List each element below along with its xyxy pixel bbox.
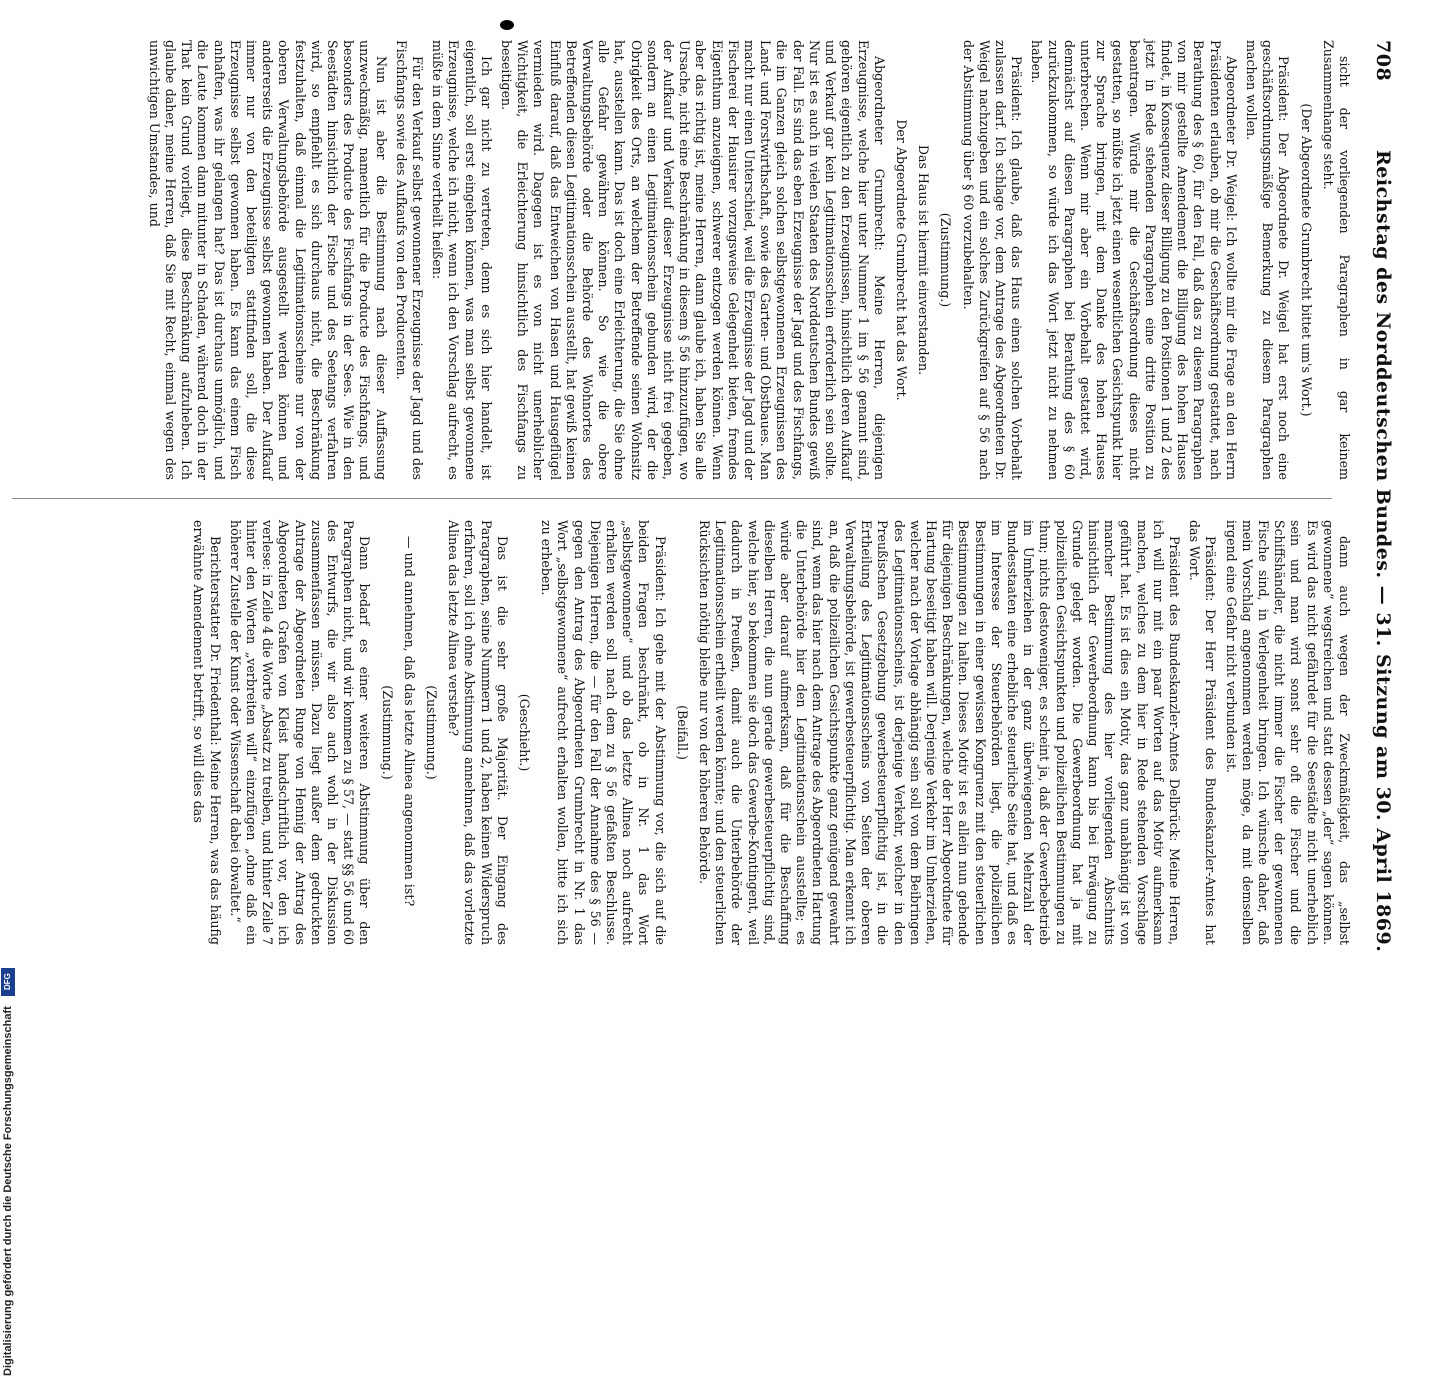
ink-spot: [500, 20, 514, 30]
paragraph: (Der Abgeordnete Grumbrecht bittet um's Wort.): [1298, 103, 1314, 417]
paragraph: Nun ist aber die Bestimmung nach dieser Auffassung unzweckmäßig, namentlich für die Producte des Fischfangs, und besonders des Producte des Fischfangs in der Sees. Wie in den Seestädten hinsichtlich der Fische und des Seetangs verfahren wird, so empfiehlt es sich durchaus nicht, die Beschränkung festzuhalten, daß einmal die Legitimationsscheine nur von der oberen Verwaltungsbehörde ausgestellt werden können und andererseits die Erzeugnisse selbst gewonnen haben. Der Aufkauf immer nur von den beteiligten stattfinden soll, die diese Erzeugnisse selbst gewonnen haben. Es kann das einem Fisch anhaften, was ihr gelangen hat? Das ist durchaus unmöglich, und die Leute kommen dann mitunter in Schaden, während doch in der That kein Grund vorliegt, diese Beschränkung aufzuheben. Ich glaube daher, meine Herren, daß Sie mit Recht, einmal wegen des unwichtigen Umstandes, und: [146, 40, 389, 480]
page-number: 708: [1372, 40, 1394, 82]
paragraph: Der Abgeordnete Grumbrecht hat das Wort.: [893, 119, 909, 401]
paragraph: Dann bedarf es einer weiteren Abstimmung über den Paragraphen nicht, und wir kommen zu § 57, — statt §§ 56 und 60 des Entwurfs, die wir also auch wohl in der Diskussion zusammenfassen müssen. Dazu liegt außer dem gedruckten Antrage der Abgeordneten Runge von Hennig der Antrag des Abgeordneten Grafen von Kleist handschriftlich vor, den ich verlese: in Zeile 4 die Worte „Absatz zu treiben, und hinter Zeile 7 hinter den Worten „verbreiten will“ einzufügen „ohne daß ein höherer Zustelle der Kunst oder Wissenschaft dabei obwaltet.“: [227, 520, 373, 945]
paragraph: Berichterstatter Dr. Friedenthal: Meine Herren, was das häufig erwähnte Amendement betrifft, so will dies das: [191, 520, 223, 945]
paragraph: (Beifall.): [674, 705, 690, 760]
paragraph: (Zustimmung.): [938, 212, 954, 308]
column-divider: [12, 498, 1332, 499]
paragraph: Abgeordneter Dr. Weigel: Ich wollte mir die Frage an den Herrn Präsidenten erlauben, ob mir die Geschäftsordnung gestattet, nach Berathung des § 60, für den Fall, daß das zu diesem Paragraphen von mir gestellte Amendement die Billigung des hohen Hauses findet, in Konsequenz dieser Billigung zu den Positionen 1 und 2 des jetzt in Rede stehenden Paragraphen eine dritte Position zu beantragen. Würde mir die Geschäftsordnung dieses nicht gestatten, so müßte ich jetzt einen wesentlichen Gesichtspunkt hier zur Sprache bringen, mit dem Danke des hohen Hauses unterbrechen. Wenn mir aber ein Vorbehalt gestattet wird, demnächst auf diesen Paragraphen bei Berathung des § 60 zurückzukommen, so würde ich das Wort jetzt nicht zu nehmen haben.: [1029, 40, 1239, 480]
paragraph: Das ist die sehr große Majorität. Der Eingang des Paragraphen, seine Nummern 1 und 2, haben keinen Widerspruch erfahren, soll ich ohne Abstimmung annehmen, daß das vorletzte Alinea das letzte Alinea verstehe?: [446, 520, 510, 945]
left-column: [142, 40, 1352, 480]
running-title: Reichstag des Norddeutschen Bundes. — 31. Sitzung am 30. April 1869.: [1372, 150, 1394, 953]
paragraph: Präsident: Ich glaube, daß das Haus einen solchen Vorbehalt zulassen darf. Ich schlage vor, dem Antrage des Abgeordneten Dr. Weigel nachzugeben und ein solches Zurückgreifen auf § 56 nach der Abstimmung über § 60 vorzubehalten.: [960, 40, 1025, 480]
page-header: [1364, 40, 1394, 953]
paragraph: dann auch wegen der Zweckmäßigkeit, das „selbst gewonnene“ wegstreichen und statt dessen „der“ sagen können. Es wird das nicht gefährdet für die Seestädte nicht unerheblich sein und man wird sonst sehr oft die Fischer und die Schiffshändler, die nicht immer die Fischer der gewonnenen Fische sind, in Verlegenheit bringen. Ich wünsche daher, daß mein Vorschlag angenommen werden möge, da mit demselben irgend eine Gefahr nicht verbunden ist.: [1223, 520, 1352, 945]
paragraph: Präsident des Bundeskanzler-Amtes Delbrück: Meine Herren, ich will nur mit ein paar Worten auf das Motiv aufmerksam machen, welches zu dem hier in Rede stehenden Vorschlage geführt hat. Es ist dies ein Motiv, das ganz unabhängig ist von mancher Bestimmung des hier vorliegenden Abschnitts hinsichtlich der Gewerbeordnung kann bis bei Erwägung zu Grunde gelegt worden. Die Gewerbeordnung hat ja mit polizeilichen Gesichtspunkten und polizeilichen Bestimmungen zu thun; nichts destoweniger, es scheint ja, daß der Gewerbebetrieb im Umherziehen in der ganz überwiegenden Mehrzahl der Bundesstaaten eine erhebliche steuerliche Seite hat, und daß es im Interesse der Steuerbehörden liegt, die polizeilichen Bestimmungen in einer gewissen Kongruenz mit den steuerlichen Bestimmungen zu halten. Dieses Motiv ist es allein nun gebende für diejenigen Beschränkungen, welche der Herr Abgeordnete für Hartung beseitigt haben will. Derjenige Verkehr im Umherziehen, welcher nach der Vorlage abhängig sein soll von dem Beibringen des Legitimationsscheins, ist derjenige Verkehr, welcher in den Preußischen Gesetzgebung gewerbesteuerpflichtig ist, in die Ertheilung des Legitimationsscheins von Seiten der oberen Verwaltungsbehörde, ist gewerbesteuerpflichtig. Man erkennt ich an, daß die polizeilichen Gesichtspunkte ganz genügend gewahrt sind, wenn das hier nach dem Antrage des Abgeordneten Hartung die Unterbehörde hier den Legitimationsschein ausstellte; es würde aber darauf aufmerksam, daß für die Beschaffung dieselben Herren, die nun gerade gewerbesteuerpflichtig sind, welche hier, so bekommen sie doch das Gewerbe-Kontingent, weil dadurch in Preußen, damit auch die Unterbehörde der Legitimationsschein ertheilt werden könnte; und den steuerlichen Rücksichten nöthig bleibe nur von der höheren Behörde.: [697, 520, 1182, 945]
paragraph: Präsident: Der Abgeordnete Dr. Weigel hat erst noch eine geschäftsordnungsmäßige Bemerkung zu diesem Paragraphen machen wollen.: [1243, 40, 1292, 480]
paragraph: Für den Verkauf selbst gewonnener Erzeugnisse der Jagd und des Fischfangs sowie des Aufkaufs von den Producenten.: [393, 40, 426, 480]
digitization-credit: [2, 608, 16, 1376]
paragraph: (Zustimmung.): [424, 685, 440, 780]
paragraph: Präsident: Der Herr Präsident des Bundeskanzler-Amtes hat das Wort.: [1187, 520, 1219, 945]
paragraph: — und annehmen, daß das letzte Alinea angenommen ist?: [401, 536, 417, 907]
paragraph: Das Haus ist hiermit einverstanden.: [916, 144, 932, 376]
paragraph: sicht der vorliegenden Paragraphen in gar keinem Zusammenhange steht.: [1320, 40, 1352, 480]
paragraph: (Zustimmung.): [379, 685, 395, 780]
paragraph: (Geschieht.): [517, 693, 533, 772]
credit-text: Digitalisierung gefördert durch die Deutsche Forschungsgemeinschaft: [2, 1006, 14, 1376]
paragraph: Abgeordneter Grumbrecht: Meine Herren, diejenigen Erzeugnisse, welche hier unter Nummer 1 im § 56 genannt sind, gehören eigentlich zu den Erzeugnissen, hinsichtlich deren Aufkauf und Verkauf gar kein Legitimationsschein erforderlich sein sollte. Nur ist es auch in vielen Staaten des Norddeutschen Bundes gewiß der Fall. Es sind das eben Erzeugnisse der Jagd und des Fischfangs, die im Ganzen gleich solchen selbstgewonnenen Erzeugnissen des Land- und Forstwirthschaft, sowie des Garten- und Obstbaues. Man macht nur einen Unterschied, weil die Erzeugnisse der Jagd und der Fischerei der Hausirer vorzugsweise Gelegenheit bieten, fremdes Eigenthum anzueignen, schwerer entzogen werden können. Wenn aber das richtig ist, meine Herren, dann glaube ich, haben Sie alle Ursache, nicht eine Beschränkung in diesem § 56 hinzuzufügen, wo der Aufkauf und Verkauf dieser Erzeugnisse nicht frei gegeben, sondern an einen Legitimationsschein gebunden wird, der die Obrigkeit des Orts, an welchem der Betreffende seinen Wohnsitz hat, ausstellen kann. Das ist doch eine Erleichterung, die Sie ohne alle Gefahr gewähren können. So wie die obere Verwaltungsbehörde oder die Behörde des Wohnortes des Betreffenden diesen Legitimationsschein ausstellt, hat gewiß keinen Einfluß darauf, daß das Entweichen von Hasen und Hausgeflügel vermieden wird. Dagegen ist es von nicht unerheblicher Wichtigkeit, die Erleichterung hinsichtlich des Fischfangs zu beseitigen.: [499, 40, 887, 480]
paragraph: Ich gar nicht zu vertreten, denn es sich hier handelt, ist eigentlich, soll erst eingehen können, was man selbst gewonnene Erzeugnisse, welche ich nicht, wenn ich den Vorschlag aufrecht, es müßte in dem Sinne vertheilt heißen:: [430, 40, 494, 480]
dfg-logo-icon: DFG: [1, 968, 15, 996]
right-column: [186, 520, 1352, 945]
paragraph: Präsident: Ich gehe mit der Abstimmung vor, die sich auf die beiden Fragen beschränkt, ob in Nr. 1 das Wort „selbstgewonnene“ und ob das letzte Alinea noch aufrecht erhalten werden soll nach dem zu § 56 gefaßten Beschlusse. Diejenigen Herren, die — für den Fall der Annahme des § 56 — gegen den Antrag des Abgeordneten Grumbrecht in Nr. 1 das Wort „selbstgewonnene“ aufrecht erhalten wollen, bitte ich sich zu erheben.: [539, 520, 668, 945]
